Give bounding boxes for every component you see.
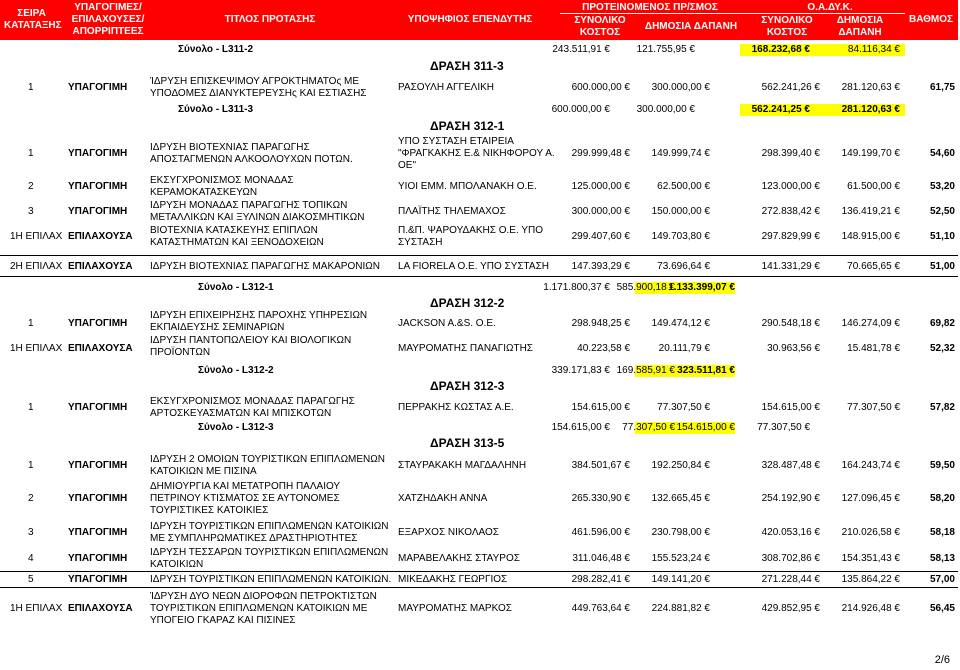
- header-ypagogimes: ΥΠΑΓΟΓΙΜΕΣ/ ΕΠΙΛΑΧΟΥΣΕΣ/ ΑΠΟΡΡΙΠΤΕΕΣ: [71, 2, 145, 37]
- row-title: ΙΔΡΥΣΗ ΜΟΝΑΔΑΣ ΠΑΡΑΓΩΓΗΣ ΤΟΠΙΚΩΝ ΜΕΤΑΛΛΙΚΩΝ ΚΑΙ ΞΥΛΙΝΩΝ ΔΙΑΚΟΣΜΗΤΙΚΩΝ: [150, 200, 365, 223]
- row-rank: 1: [28, 148, 34, 159]
- row-title: ΙΔΡΥΣΗ ΤΟΥΡΙΣΤΙΚΩΝ ΕΠΙΠΛΩΜΕΝΩΝ ΚΑΤΟΙΚΙΩΝ.: [150, 574, 392, 585]
- row-investor: ΜΑΥΡΟΜΑΤΗΣ ΠΑΝΑΓΙΩΤΗΣ: [398, 343, 533, 354]
- row-value: 154.615,00 €: [571, 402, 630, 413]
- row-title: ΙΔΡΥΣΗ ΕΠΙΧΕΙΡΗΣΗΣ ΠΑΡΟΧΗΣ ΥΠΗΡΕΣΙΩΝ ΕΚΠΑΙΔΕΥΣΗΣ ΣΕΜΙΝΑΡΙΩΝ: [150, 310, 368, 333]
- row-value: 73.696,64 €: [657, 261, 710, 272]
- row-score: 56,45: [929, 603, 955, 614]
- header-synoliko1: ΣΥΝΟΛΙΚΟ ΚΟΣΤΟΣ: [574, 15, 626, 38]
- row-rank: 2Η ΕΠΙΛΑΧ: [10, 261, 63, 272]
- total-value: 84.116,34 €: [847, 44, 900, 55]
- row-rank: 1: [28, 402, 34, 413]
- row-title: ΙΔΡΥΣΗ ΒΙΟΤΕΧΝΙΑΣ ΠΑΡΑΓΩΓΗΣ ΑΠΟΣΤΑΓΜΕΝΩΝ ΑΛΚΟΟΛΟΥΧΩΝ ΠΟΤΩΝ.: [150, 142, 353, 165]
- row-title: ΙΔΡΥΣΗ 2 ΟΜΟΙΩΝ ΤΟΥΡΙΣΤΙΚΩΝ ΕΠΙΠΛΩΜΕΝΩΝ ΚΑΤΟΙΚΙΩΝ ΜΕ ΠΙΣΙΝΑ: [150, 454, 385, 477]
- row-rank: 2: [28, 493, 34, 504]
- row-value: 281.120,63 €: [841, 82, 900, 93]
- row-value: 210.026,58 €: [841, 527, 900, 538]
- row-investor: LA FIORELA Ο.Ε. ΥΠΟ ΣΥΣΤΑΣΗ: [398, 261, 549, 272]
- total-value: 169.585,91 €: [616, 365, 675, 376]
- row-score: 53,20: [929, 181, 955, 192]
- row-value: 311.046,48 €: [572, 553, 630, 564]
- row-status: ΥΠΑΓΟΓΙΜΗ: [68, 181, 128, 192]
- row-score: 51,00: [929, 261, 955, 272]
- total-value: 562.241,25 €: [751, 104, 810, 115]
- row-value: 600.000,00 €: [571, 82, 630, 93]
- total-value: 168.232,68 €: [751, 44, 810, 55]
- row-border: [0, 255, 958, 256]
- header-seira: ΣΕΙΡΑ ΚΑΤΑΤΑΞΗΣ: [4, 8, 62, 31]
- row-status: ΥΠΑΓΟΓΙΜΗ: [68, 82, 128, 93]
- row-value: 155.523,24 €: [651, 553, 710, 564]
- row-title: ΊΔΡΥΣΗ ΔΥΟ ΝΕΩΝ ΔΙΟΡΟΦΩΝ ΠΕΤΡΟΚΤΙΣΤΩΝ ΤΟΥΡΙΣΤΙΚΩΝ ΕΠΙΠΛΩΜΕΝΩΝ ΚΑΤΟΙΚΙΩΝ ΜΕ ΥΠΟΓΕΙΟ ΓΚΑΡΑΖ ΚΑΙ ΠΙΣΙΝΕΣ: [150, 591, 377, 626]
- table-header: [0, 0, 958, 40]
- row-value: 40.223,58 €: [577, 343, 630, 354]
- total-label: Σύνολο - L312-1: [198, 282, 274, 293]
- row-status: ΕΠΙΛΑΧΟΥΣΑ: [68, 343, 133, 354]
- row-investor: JACKSON A.&S. Ο.Ε.: [398, 318, 496, 329]
- row-value: 271.228,44 €: [761, 574, 820, 585]
- row-value: 164.243,74 €: [841, 460, 900, 471]
- row-score: 51,10: [929, 231, 955, 242]
- row-value: 77.307,50 €: [657, 402, 710, 413]
- total-value: 1.133.399,07 €: [668, 282, 735, 293]
- row-value: 298.948,25 €: [571, 318, 630, 329]
- row-rank: 3: [28, 527, 34, 538]
- section-heading: ΔΡΑΣΗ 312-2: [430, 296, 505, 310]
- row-value: 290.548,18 €: [761, 318, 820, 329]
- header-divider: [560, 13, 905, 14]
- row-value: 15.481,78 €: [847, 343, 900, 354]
- header-vathmos: ΒΑΘΜΟΣ: [908, 14, 954, 25]
- row-rank: 5: [28, 574, 34, 585]
- row-value: 127.096,45 €: [841, 493, 900, 504]
- row-investor: ΜΙΚΕΔΑΚΗΣ ΓΕΩΡΓΙΟΣ: [398, 574, 508, 585]
- row-score: 54,60: [929, 148, 955, 159]
- row-value: 62.500,00 €: [657, 181, 710, 192]
- row-value: 297.829,99 €: [761, 231, 820, 242]
- row-value: 224.881,82 €: [651, 603, 710, 614]
- row-value: 420.053,16 €: [761, 527, 820, 538]
- row-value: 298.282,41 €: [571, 574, 630, 585]
- row-score: 57,82: [929, 402, 955, 413]
- row-investor: ΜΑΥΡΟΜΑΤΗΣ ΜΑΡΚΟΣ: [398, 603, 512, 614]
- row-status: ΥΠΑΓΟΓΙΜΗ: [68, 527, 128, 538]
- row-value: 328.487,48 €: [761, 460, 820, 471]
- row-value: 254.192,90 €: [761, 493, 820, 504]
- row-value: 149.703,80 €: [651, 231, 710, 242]
- row-value: 299.407,60 €: [571, 231, 630, 242]
- row-value: 154.615,00 €: [761, 402, 820, 413]
- row-value: 150.000,00 €: [651, 206, 710, 217]
- row-value: 461.596,00 €: [571, 527, 630, 538]
- row-status: ΕΠΙΛΑΧΟΥΣΑ: [68, 231, 133, 242]
- header-dimosia2: ΔΗΜΟΣΙΑ ΔΑΠΑΝΗ: [836, 15, 884, 38]
- total-value: 281.120,63 €: [841, 104, 900, 115]
- total-value: 1.171.800,37 €: [543, 282, 610, 293]
- header-proteinomenos: ΠΡΟΤΕΙΝΟΜΕΝΟΣ ΠΡ/ΣΜΟΣ: [582, 2, 718, 13]
- row-investor: ΥΙΟΙ ΕΜΜ. ΜΠΟΛΑΝΑΚΗ Ο.Ε.: [398, 181, 537, 192]
- row-value: 272.838,42 €: [761, 206, 820, 217]
- row-rank: 3: [28, 206, 34, 217]
- row-value: 192.250,84 €: [651, 460, 710, 471]
- row-border: [0, 276, 958, 277]
- row-title: ΙΔΡΥΣΗ ΒΙΟΤΕΧΝΙΑΣ ΠΑΡΑΓΩΓΗΣ ΜΑΚΑΡΟΝΙΩΝ: [150, 261, 380, 272]
- row-value: 265.330,90 €: [571, 493, 630, 504]
- row-value: 123.000,00 €: [761, 181, 820, 192]
- row-value: 308.702,86 €: [761, 553, 820, 564]
- row-status: ΥΠΑΓΟΓΙΜΗ: [68, 460, 128, 471]
- total-label: Σύνολο - L311-3: [178, 104, 254, 115]
- row-investor: ΣΤΑΥΡΑΚΑΚΗ ΜΑΓΔΑΛΗΝΗ: [398, 460, 527, 471]
- row-value: 154.351,43 €: [841, 553, 900, 564]
- row-investor: ΡΑΣΟΥΛΗ ΑΓΓΕΛΙΚΗ: [398, 82, 494, 93]
- row-value: 429.852,95 €: [761, 603, 820, 614]
- row-status: ΥΠΑΓΟΓΙΜΗ: [68, 553, 128, 564]
- header-oady: Ο.Α.ΔΥ.Κ.: [807, 2, 853, 13]
- row-value: 125.000,00 €: [571, 181, 630, 192]
- row-rank: 1: [28, 82, 34, 93]
- total-label: Σύνολο - L312-2: [198, 365, 274, 376]
- header-ypopsifios: ΥΠΟΨΗΦΙΟΣ ΕΠΕΝΔΥΤΗΣ: [407, 14, 533, 25]
- total-value: 154.615,00 €: [551, 422, 610, 433]
- row-status: ΥΠΑΓΟΓΙΜΗ: [68, 148, 128, 159]
- row-value: 70.665,65 €: [847, 261, 900, 272]
- row-value: 300.000,00 €: [571, 206, 630, 217]
- row-value: 148.915,00 €: [841, 231, 900, 242]
- row-title: ΙΔΡΥΣΗ ΤΟΥΡΙΣΤΙΚΩΝ ΕΠΙΠΛΩΜΕΝΩΝ ΚΑΤΟΙΚΙΩΝ ΜΕ ΣΥΜΠΛΗΡΩΜΑΤΙΚΕΣ ΔΡΑΣΤΗΡΙΟΤΗΤΕΣ: [150, 521, 389, 544]
- total-value: 121.755,95 €: [636, 44, 695, 55]
- row-title: ΕΚΣΥΓΧΡΟΝΙΣΜΟΣ ΜΟΝΑΔΑΣ ΚΕΡΑΜΟΚΑΤΑΣΚΕΥΩΝ: [150, 175, 294, 198]
- row-title: ΙΔΡΥΣΗ ΤΕΣΣΑΡΩΝ ΤΟΥΡΙΣΤΙΚΩΝ ΕΠΙΠΛΩΜΕΝΩΝ ΚΑΤΟΙΚΙΩΝ: [150, 547, 389, 570]
- row-score: 57,00: [929, 574, 955, 585]
- row-status: ΥΠΑΓΟΓΙΜΗ: [68, 206, 128, 217]
- row-rank: 1Η ΕΠΙΛΑΧ: [10, 343, 63, 354]
- row-rank: 2: [28, 181, 34, 192]
- row-score: 58,13: [929, 553, 955, 564]
- row-value: 214.926,48 €: [841, 603, 900, 614]
- row-value: 136.419,21 €: [841, 206, 900, 217]
- row-investor: ΥΠΟ ΣΥΣΤΑΣΗ ΕΤΑΙΡΕΙΑ "ΦΡΑΓΚΑΚΗΣ Ε.& ΝΙΚΗΦΟΡΟΥ Α. ΟΕ": [398, 136, 555, 171]
- row-investor: ΕΞΑΡΧΟΣ ΝΙΚΟΛΑΟΣ: [398, 527, 499, 538]
- row-value: 141.331,29 €: [761, 261, 820, 272]
- row-value: 135.864,22 €: [841, 574, 900, 585]
- total-value: 323.511,81 €: [677, 365, 735, 376]
- row-score: 69,82: [929, 318, 955, 329]
- row-border: [0, 571, 958, 572]
- row-rank: 1Η ΕΠΙΛΑΧ: [10, 231, 63, 242]
- row-border: [0, 587, 958, 588]
- total-value: 600.000,00 €: [551, 104, 610, 115]
- row-score: 58,20: [929, 493, 955, 504]
- row-score: 52,50: [929, 206, 955, 217]
- total-label: Σύνολο - L311-2: [178, 44, 254, 55]
- row-title: ΕΚΣΥΓΧΡΟΝΙΣΜΟΣ ΜΟΝΑΔΑΣ ΠΑΡΑΓΩΓΗΣ ΑΡΤΟΣΚΕΥΑΣΜΑΤΩΝ ΚΑΙ ΜΠΙΣΚΟΤΩΝ: [150, 396, 355, 419]
- section-heading: ΔΡΑΣΗ 311-3: [430, 59, 504, 73]
- header-titlos: ΤΙΤΛΟΣ ΠΡΟΤΑΣΗΣ: [224, 14, 316, 25]
- row-value: 300.000,00 €: [651, 82, 710, 93]
- row-value: 61.500,00 €: [847, 181, 900, 192]
- header-synoliko2: ΣΥΝΟΛΙΚΟ ΚΟΣΤΟΣ: [761, 15, 813, 38]
- row-value: 132.665,45 €: [651, 493, 710, 504]
- page-number: 2/6: [934, 654, 950, 666]
- row-status: ΕΠΙΛΑΧΟΥΣΑ: [68, 603, 133, 614]
- row-status: ΥΠΑΓΟΓΙΜΗ: [68, 318, 128, 329]
- row-value: 298.399,40 €: [761, 148, 820, 159]
- total-label: Σύνολο - L312-3: [198, 422, 274, 433]
- total-value: 339.171,83 €: [551, 365, 610, 376]
- row-value: 147.393,29 €: [571, 261, 630, 272]
- row-investor: ΜΑΡΑΒΕΛΑΚΗΣ ΣΤΑΥΡΟΣ: [398, 553, 520, 564]
- row-title: ΔΗΜΙΟΥΡΓΙΑ ΚΑΙ ΜΕΤΑΤΡΟΠΗ ΠΑΛΑΙΟΥ ΠΕΤΡΙΝΟΥ ΚΤΙΣΜΑΤΟΣ ΣΕ ΑΥΤΟΝΟΜΕΣ ΤΟΥΡΙΣΤΙΚΕΣ ΚΑΤΟΙΚΙΕΣ: [150, 481, 340, 516]
- row-title: ΒΙΟΤΕΧΝΙΑ ΚΑΤΑΣΚΕΥΗΣ ΕΠΙΠΛΩΝ ΚΑΤΑΣΤΗΜΑΤΩΝ ΚΑΙ ΞΕΝΟΔΟΧΕΙΩΝ: [150, 225, 324, 248]
- row-status: ΥΠΑΓΟΓΙΜΗ: [68, 493, 128, 504]
- row-value: 149.474,12 €: [651, 318, 710, 329]
- row-value: 20.111,79 €: [658, 343, 710, 354]
- row-rank: 1: [28, 460, 34, 471]
- row-value: 562.241,26 €: [761, 82, 820, 93]
- total-value: 243.511,91 €: [552, 44, 610, 55]
- row-value: 384.501,67 €: [571, 460, 630, 471]
- row-title: ΙΔΡΥΣΗ ΠΑΝΤΟΠΩΛΕΙΟΥ ΚΑΙ ΒΙΟΛΟΓΙΚΩΝ ΠΡΟΪΟΝΤΩΝ: [150, 335, 352, 358]
- row-value: 149.199,70 €: [841, 148, 900, 159]
- row-score: 52,32: [929, 343, 955, 354]
- row-investor: Π.&Π. ΨΑΡΟΥΔΑΚΗΣ Ο.Ε. ΥΠΟ ΣΥΣΤΑΣΗ: [398, 225, 543, 248]
- row-value: 449.763,64 €: [571, 603, 630, 614]
- row-status: ΥΠΑΓΟΓΙΜΗ: [68, 402, 128, 413]
- header-dimosia1: ΔΗΜΟΣΙΑ ΔΑΠΑΝΗ: [644, 21, 738, 32]
- row-status: ΥΠΑΓΟΓΙΜΗ: [68, 574, 128, 585]
- section-heading: ΔΡΑΣΗ 312-3: [430, 379, 505, 393]
- row-investor: ΠΛΑΪΤΗΣ ΤΗΛΕΜΑΧΟΣ: [398, 206, 506, 217]
- section-heading: ΔΡΑΣΗ 313-5: [430, 436, 505, 450]
- row-score: 59,50: [929, 460, 955, 471]
- row-value: 30.963,56 €: [767, 343, 820, 354]
- section-heading: ΔΡΑΣΗ 312-1: [430, 119, 505, 133]
- row-rank: 1Η ΕΠΙΛΑΧ: [10, 603, 63, 614]
- row-value: 77.307,50 €: [847, 402, 900, 413]
- row-investor: ΠΕΡΡΑΚΗΣ ΚΩΣΤΑΣ Α.Ε.: [398, 402, 514, 413]
- total-value: 300.000,00 €: [636, 104, 695, 115]
- row-value: 149.141,20 €: [651, 574, 710, 585]
- row-value: 230.798,00 €: [651, 527, 710, 538]
- row-rank: 4: [28, 553, 34, 564]
- row-value: 146.274,09 €: [841, 318, 900, 329]
- row-status: ΕΠΙΛΑΧΟΥΣΑ: [68, 261, 133, 272]
- row-value: 149.999,74 €: [651, 148, 710, 159]
- row-score: 61,75: [929, 82, 955, 93]
- total-value: 77.307,50 €: [757, 422, 810, 433]
- total-value: 77.307,50 €: [622, 422, 675, 433]
- total-value: 154.615,00 €: [676, 422, 735, 433]
- row-value: 299.999,48 €: [571, 148, 630, 159]
- total-value: 585.900,18 €: [616, 282, 675, 293]
- row-investor: ΧΑΤΖΗΔΑΚΗ ΑΝΝΑ: [398, 493, 488, 504]
- row-title: ΊΔΡΥΣΗ ΕΠΙΣΚΕΨΙΜΟΥ ΑΓΡΟΚΤΗΜΑΤΟς ΜΕ ΥΠΟΔΟΜΕΣ ΔΙΑΝΥΚΤΕΡΕΥΣΗς ΚΑΙ ΕΣΤΙΑΣΗΣ: [150, 76, 367, 99]
- row-rank: 1: [28, 318, 34, 329]
- row-score: 58,18: [929, 527, 955, 538]
